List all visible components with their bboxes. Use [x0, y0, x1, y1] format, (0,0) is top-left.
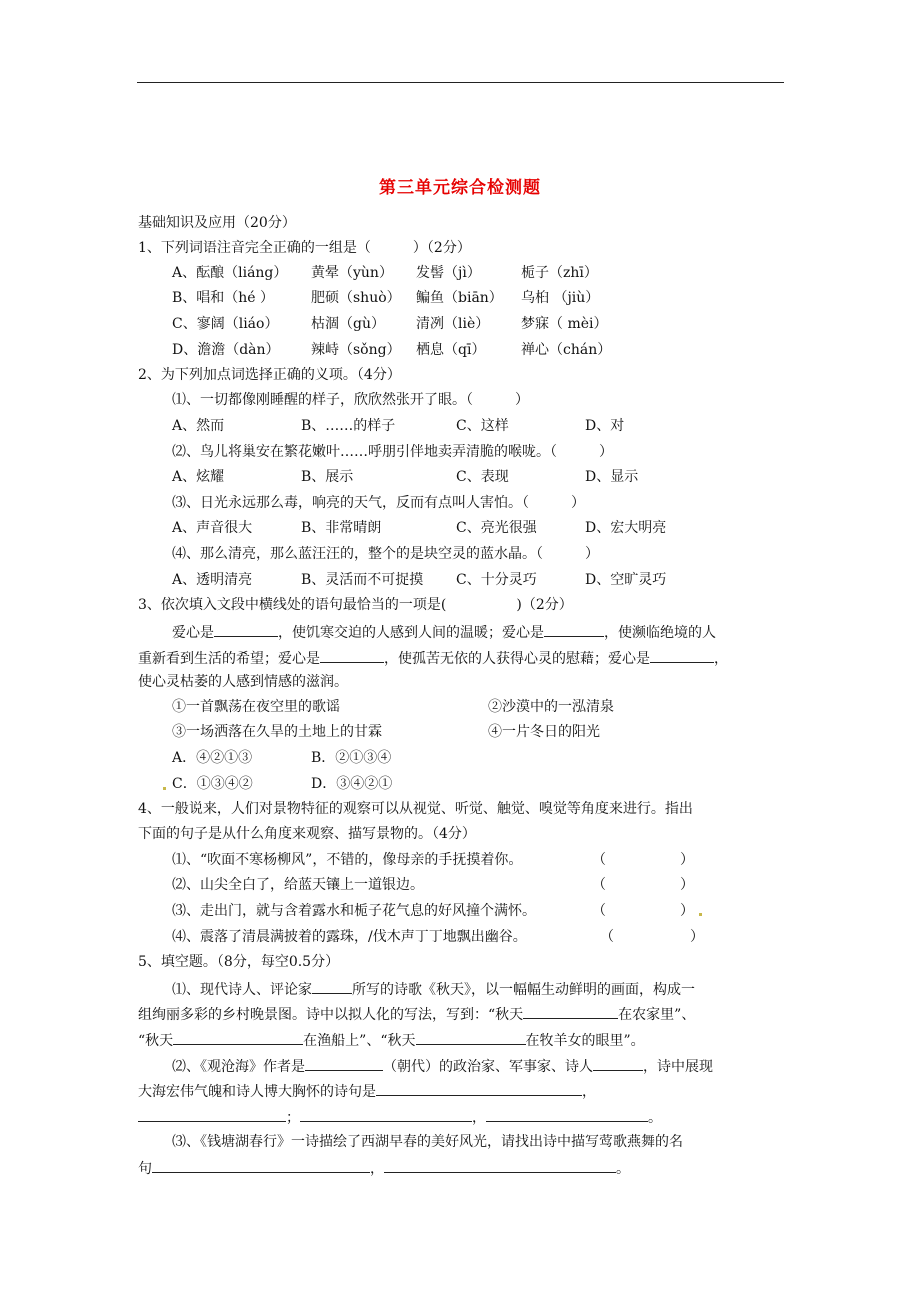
q2-item-3-opt-d: D、宏大明亮	[585, 520, 667, 536]
section-heading: 基础知识及应用（20分）	[138, 215, 296, 231]
q1-row-b-4: 乌桕 （jiù）	[521, 290, 600, 306]
q2-stem: 2、为下列加点词选择正确的义项。（4分）	[138, 367, 401, 383]
q1-row-b-1: B、唱和（hé ）	[172, 290, 275, 306]
q1-row-b-3: 鳊鱼（biān）	[416, 290, 503, 306]
q2-item-4-opt-b: B、灵活而不可捉摸	[301, 572, 424, 588]
q1-row-a-4: 栀子（zhī）	[521, 265, 598, 281]
q2-item-1-opt-b: B、……的样子	[301, 418, 396, 434]
header-rule	[137, 82, 784, 83]
q2-item-1-opt-d: D、对	[585, 418, 625, 434]
speck-mark	[163, 787, 166, 790]
q3-choice-2: ②沙漠中的一泓清泉	[488, 699, 614, 715]
q5-blank-verse-6[interactable]	[384, 1158, 616, 1173]
q5-blank-verse-2[interactable]	[138, 1107, 286, 1122]
q2-item-2-opt-a: A、炫耀	[172, 469, 225, 485]
q3-para-text: ，	[714, 651, 728, 667]
q4-item-2-paren-close: ）	[680, 877, 694, 893]
q4-item-3-paren-close: ）	[680, 903, 694, 919]
q5-p1-line-3	[138, 1030, 645, 1050]
q1-row-a-2: 黄晕（yùn）	[311, 265, 393, 281]
q3-para-text: ，使孤苦无依的人获得心灵的慰藉；爱心是	[384, 651, 650, 667]
q2-item-4: ⑷、那么清亮，那么蓝汪汪的，整个的是块空灵的蓝水晶。（ ）	[172, 546, 599, 562]
q5-text: ，诗中展现	[643, 1059, 713, 1075]
q1-row-c-3: 清冽（liè）	[416, 316, 490, 332]
q3-answer-b: B．②①③④	[311, 750, 392, 766]
q3-para-line-1	[172, 622, 716, 642]
page-title: 第三单元综合检测题	[379, 178, 541, 198]
q2-item-2-opt-c: C、表现	[456, 469, 509, 485]
q4-item-4-paren-open: （	[600, 929, 614, 945]
q1-row-d-2: 辣峙（sǒng）	[311, 342, 401, 358]
q2-item-3: ⑶、日光永远那么毒，响亮的天气，反而有点叫人害怕。（ ）	[172, 495, 585, 511]
q5-p2-line-3	[138, 1107, 662, 1127]
q3-para-text: 爱心是	[172, 625, 214, 641]
q5-p2-line-2	[138, 1081, 596, 1101]
q3-choice-3: ③一场洒落在久旱的土地上的甘霖	[172, 724, 382, 740]
q5-blank-poet-2[interactable]	[593, 1056, 643, 1071]
q5-text: ，	[582, 1084, 596, 1100]
q5-p2-line-1	[172, 1056, 713, 1076]
q4-item-1-paren-close: ）	[680, 852, 694, 868]
q5-blank-poet[interactable]	[312, 979, 352, 994]
q4-item-4: ⑷、震落了清晨满披着的露珠，/伐木声丁丁地飘出幽谷。	[172, 929, 527, 945]
q5-text: “秋天	[138, 1033, 174, 1049]
q3-para-line-3: 使心灵枯萎的人感到情感的滋润。	[138, 674, 348, 690]
speck-mark	[699, 913, 702, 916]
q4-item-4-paren-close: ）	[690, 929, 704, 945]
q5-text: ⑵、《观沧海》作者是	[172, 1059, 305, 1075]
q1-row-b-2: 肥硕（shuò）	[311, 290, 401, 306]
q2-item-2: ⑵、鸟儿将巢安在繁花嫩叶……呼朋引伴地卖弄清脆的喉咙。（ ）	[172, 444, 613, 460]
q5-blank-author[interactable]	[305, 1056, 383, 1071]
q3-para-text: ，使饥寒交迫的人感到人间的温暖；爱心是	[278, 625, 544, 641]
q1-row-d-3: 栖息（qī）	[416, 342, 486, 358]
q2-item-3-opt-a: A、声音很大	[172, 520, 253, 536]
q3-blank-4[interactable]	[650, 648, 714, 663]
q3-blank-1[interactable]	[214, 622, 278, 637]
q5-text: 所写的诗歌《秋天》，以一幅幅生动鲜明的画面，构成一	[352, 982, 695, 998]
q5-blank-autumn-3[interactable]	[416, 1030, 526, 1045]
q4-stem-line-2: 下面的句子是从什么角度来观察、描写景物的。（4分）	[138, 826, 476, 842]
q4-item-3-paren-open: （	[592, 903, 606, 919]
q3-para-text: 重新看到生活的希望；爱心是	[138, 651, 320, 667]
q5-text: ⑴、现代诗人、评论家	[172, 982, 312, 998]
q5-text: 大海宏伟气魄和诗人博大胸怀的诗句是	[138, 1084, 376, 1100]
q2-item-4-opt-d: D、空旷灵巧	[585, 572, 667, 588]
q1-stem: 1、下列词语注音完全正确的一组是（ ）（2分）	[138, 240, 471, 256]
q3-para-line-2	[138, 648, 728, 668]
q1-row-d-4: 禅心（chán）	[521, 342, 612, 358]
q4-item-2: ⑵、山尖全白了，给蓝天镶上一道银边。	[172, 877, 424, 893]
q2-item-1-opt-c: C、这样	[456, 418, 509, 434]
q5-p3-line-1: ⑶、《钱塘湖春行》一诗描绘了西湖早春的美好风光，请找出诗中描写莺歌燕舞的名	[172, 1134, 683, 1150]
q5-text: ；	[286, 1110, 300, 1126]
q2-item-2-opt-b: B、展示	[301, 469, 354, 485]
q5-text: 组绚丽多彩的乡村晚景图。诗中以拟人化的写法，写到：“秋天	[138, 1007, 524, 1023]
q1-row-c-1: C、寥阔（liáo）	[172, 316, 279, 332]
q5-text: 句	[138, 1161, 152, 1177]
q2-item-4-opt-a: A、透明清亮	[172, 572, 253, 588]
q5-blank-verse-5[interactable]	[152, 1158, 370, 1173]
q2-item-3-opt-c: C、亮光很强	[456, 520, 537, 536]
q1-row-a-1: A、酝酿（liáng）	[172, 265, 288, 281]
q4-item-3: ⑶、走出门，就与含着露水和栀子花气息的好风撞个满怀。	[172, 903, 536, 919]
q3-choice-4: ④一片冬日的阳光	[488, 724, 600, 740]
q5-text: 在农家里”、	[618, 1007, 696, 1023]
q5-text: ，	[472, 1110, 486, 1126]
q3-answer-d: D．③④②①	[311, 776, 393, 792]
q5-text: 在渔船上”、“秋天	[303, 1033, 416, 1049]
q1-row-a-3: 发髻（jì）	[416, 265, 481, 281]
q5-blank-verse-3[interactable]	[300, 1107, 472, 1122]
q4-item-2-paren-open: （	[592, 877, 606, 893]
q3-para-text: ，使濒临绝境的人	[604, 625, 716, 641]
q5-text: （朝代）的政治家、军事家、诗人	[383, 1059, 593, 1075]
q4-item-1: ⑴、“吹面不寒杨柳风”，不错的，像母亲的手抚摸着你。	[172, 852, 523, 868]
q3-choice-1: ①一首飘荡在夜空里的歌谣	[172, 699, 340, 715]
q1-row-c-4: 梦寐（ mèi）	[521, 316, 608, 332]
q5-p1-line-2	[138, 1004, 695, 1024]
q5-stem: 5、填空题。（8分，每空0.5分）	[138, 954, 340, 970]
q2-item-1: ⑴、一切都像刚睡醒的样子，欣欣然张开了眼。（ ）	[172, 392, 529, 408]
q5-blank-autumn-2[interactable]	[173, 1030, 303, 1045]
q5-blank-verse-4[interactable]	[486, 1107, 648, 1122]
q1-row-d-1: D、澹澹（dàn）	[172, 342, 280, 358]
q5-text: 。	[648, 1110, 662, 1126]
q5-blank-autumn-1[interactable]	[523, 1004, 618, 1019]
q5-blank-verse-1[interactable]	[376, 1081, 582, 1096]
q4-stem-line-1: 4、一般说来，人们对景物特征的观察可以从视觉、听觉、触觉、嗅觉等角度来进行。指出	[138, 801, 693, 817]
q3-answer-a: A．④②①③	[172, 750, 253, 766]
q3-blank-3[interactable]	[320, 648, 384, 663]
q2-item-2-opt-d: D、显示	[585, 469, 639, 485]
q5-p1-line-1	[172, 979, 695, 999]
q3-stem: 3、依次填入文段中横线处的语句最恰当的一项是( )（2分）	[138, 597, 573, 613]
q3-blank-2[interactable]	[544, 622, 604, 637]
q2-item-4-opt-c: C、十分灵巧	[456, 572, 537, 588]
q5-p3-line-2	[138, 1158, 630, 1178]
q5-text: 。	[616, 1161, 630, 1177]
q3-answer-c: C．①③④②	[172, 776, 253, 792]
q5-text: 在牧羊女的眼里”。	[525, 1033, 645, 1049]
q4-item-1-paren-open: （	[592, 852, 606, 868]
q5-text: ，	[370, 1161, 384, 1177]
q2-item-1-opt-a: A、然而	[172, 418, 225, 434]
q2-item-3-opt-b: B、非常晴朗	[301, 520, 382, 536]
q1-row-c-2: 枯涸（gù）	[311, 316, 385, 332]
